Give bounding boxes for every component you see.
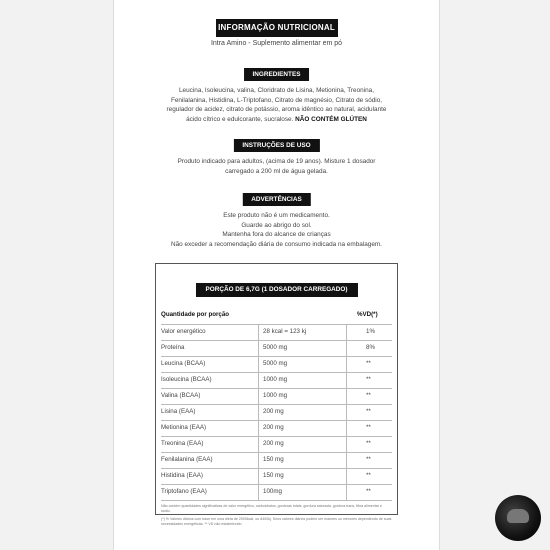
nutrient-dv: ** (366, 360, 371, 367)
warnings-line: Guarde ao abrigo do sol. (241, 221, 312, 229)
nutrient-amount: 150 mg (263, 456, 284, 463)
nutrient-amount: 200 mg (263, 440, 284, 447)
usage-line: carregado a 200 ml de água gelada. (225, 167, 328, 175)
footnote-nutrients: Não contém quantidades significativas de valor energético, carboidratos, gorduras totais, gordura saturada, gordura trans, fibra alimentar e sódio. (161, 504, 382, 513)
table-row (161, 468, 392, 485)
ingredients-line: Fenilalanina, Histidina, L-Triptofano, Citrato de magnésio, Citrato de sódio, (170, 96, 383, 104)
nutrient-dv: 8% (366, 344, 375, 351)
column-header-quantity: Quantidade por porção (161, 311, 230, 318)
page-title: INFORMAÇÃO NUTRICIONAL (216, 19, 338, 37)
nutrient-dv: ** (366, 376, 371, 383)
column-divider (258, 324, 259, 500)
table-row (161, 324, 392, 341)
warnings-line: Mantenha fora do alcance de crianças (222, 231, 331, 239)
nutrient-name: Isoleucina (BCAA) (161, 376, 212, 383)
table-header (161, 306, 392, 325)
warnings-line: Este produto não é um medicamento. (223, 212, 330, 219)
gluten-note: NÃO CONTÉM GLÚTEN (295, 115, 367, 123)
usage-heading: INSTRUÇÕES DE USO (233, 139, 319, 152)
warnings-line: Não exceder a recomendação diária de consumo indicada na embalagem. (170, 240, 383, 248)
nutrient-amount: 200 mg (263, 424, 284, 431)
nutrient-dv: ** (366, 408, 371, 415)
nutrient-amount: 5000 mg (263, 344, 288, 351)
usage-text (114, 157, 439, 176)
ingredients-line: regulador de acidez, citrato de potássio, aroma idêntico ao natural, acidulante (166, 106, 387, 114)
table-row (161, 484, 392, 501)
footnote-daily-values: (*) % Valores diários com base em uma dieta de 2000kcal, ou 8400kj. Seus valores diários podem ser maiores ou menores dependendo de suas necessidades energéticas. ** VD não estabelecido (161, 517, 392, 526)
table-row (161, 340, 392, 357)
ingredients-text (114, 86, 439, 124)
nutrient-name: Lisina (EAA) (161, 408, 196, 415)
column-divider (346, 324, 347, 500)
nutrient-name: Histidina (EAA) (161, 472, 203, 479)
brand-logo (495, 495, 541, 541)
warnings-text (114, 211, 439, 249)
nutrient-name: Proteína (161, 344, 185, 351)
table-row (161, 404, 392, 421)
nutrient-dv: ** (366, 392, 371, 399)
nutrient-amount: 1000 mg (263, 376, 288, 383)
ingredients-heading: INGREDIENTES (244, 68, 310, 81)
nutrient-amount: 150 mg (263, 472, 284, 479)
product-subtitle: Intra Amino - Suplemento alimentar em pó (210, 40, 343, 47)
nutrient-name: Valina (BCAA) (161, 392, 201, 399)
serving-size-heading: PORÇÃO DE 6,7G (1 DOSADOR CARREGADO) (195, 283, 357, 297)
table-row (161, 372, 392, 389)
column-header-dv: %VD(*) (357, 311, 378, 318)
table-row (161, 436, 392, 453)
nutrient-name: Leucina (BCAA) (161, 360, 206, 367)
nutrient-amount: 28 kcal = 123 kj (263, 328, 307, 335)
nutrient-name: Fenilalanina (EAA) (161, 456, 213, 463)
nutrient-amount: 1000 mg (263, 392, 288, 399)
nutrient-name: Triptofano (EAA) (161, 488, 207, 495)
ingredients-line (114, 115, 439, 125)
nutrient-name: Metionina (EAA) (161, 424, 207, 431)
nutrient-amount: 100mg (263, 488, 282, 495)
nutrient-dv: ** (366, 488, 371, 495)
nutrient-amount: 5000 mg (263, 360, 288, 367)
nutrient-dv: ** (366, 456, 371, 463)
table-row (161, 452, 392, 469)
nutrient-dv: ** (366, 440, 371, 447)
nutrient-dv: ** (366, 424, 371, 431)
nutrient-name: Treonina (EAA) (161, 440, 204, 447)
nutrient-amount: 200 mg (263, 408, 284, 415)
ingredients-line: Leucina, Isoleucina, valina, Cloridrato de Lisina, Metionina, Treonina, (178, 87, 375, 94)
table-row (161, 388, 392, 405)
nutrient-dv: 1% (366, 328, 375, 335)
table-row (161, 356, 392, 373)
warnings-heading: ADVERTÊNCIAS (242, 193, 310, 206)
ingredients-last-line: ácido cítrico e edulcorante, sucralose. (186, 115, 294, 123)
nutrient-name: Valor energético (161, 328, 206, 335)
nutrition-table (155, 263, 398, 526)
nutrient-dv: ** (366, 472, 371, 479)
usage-line: Produto indicado para adultos, (acima de 19 anos). Misture 1 dosador (177, 158, 376, 165)
table-row (161, 420, 392, 437)
